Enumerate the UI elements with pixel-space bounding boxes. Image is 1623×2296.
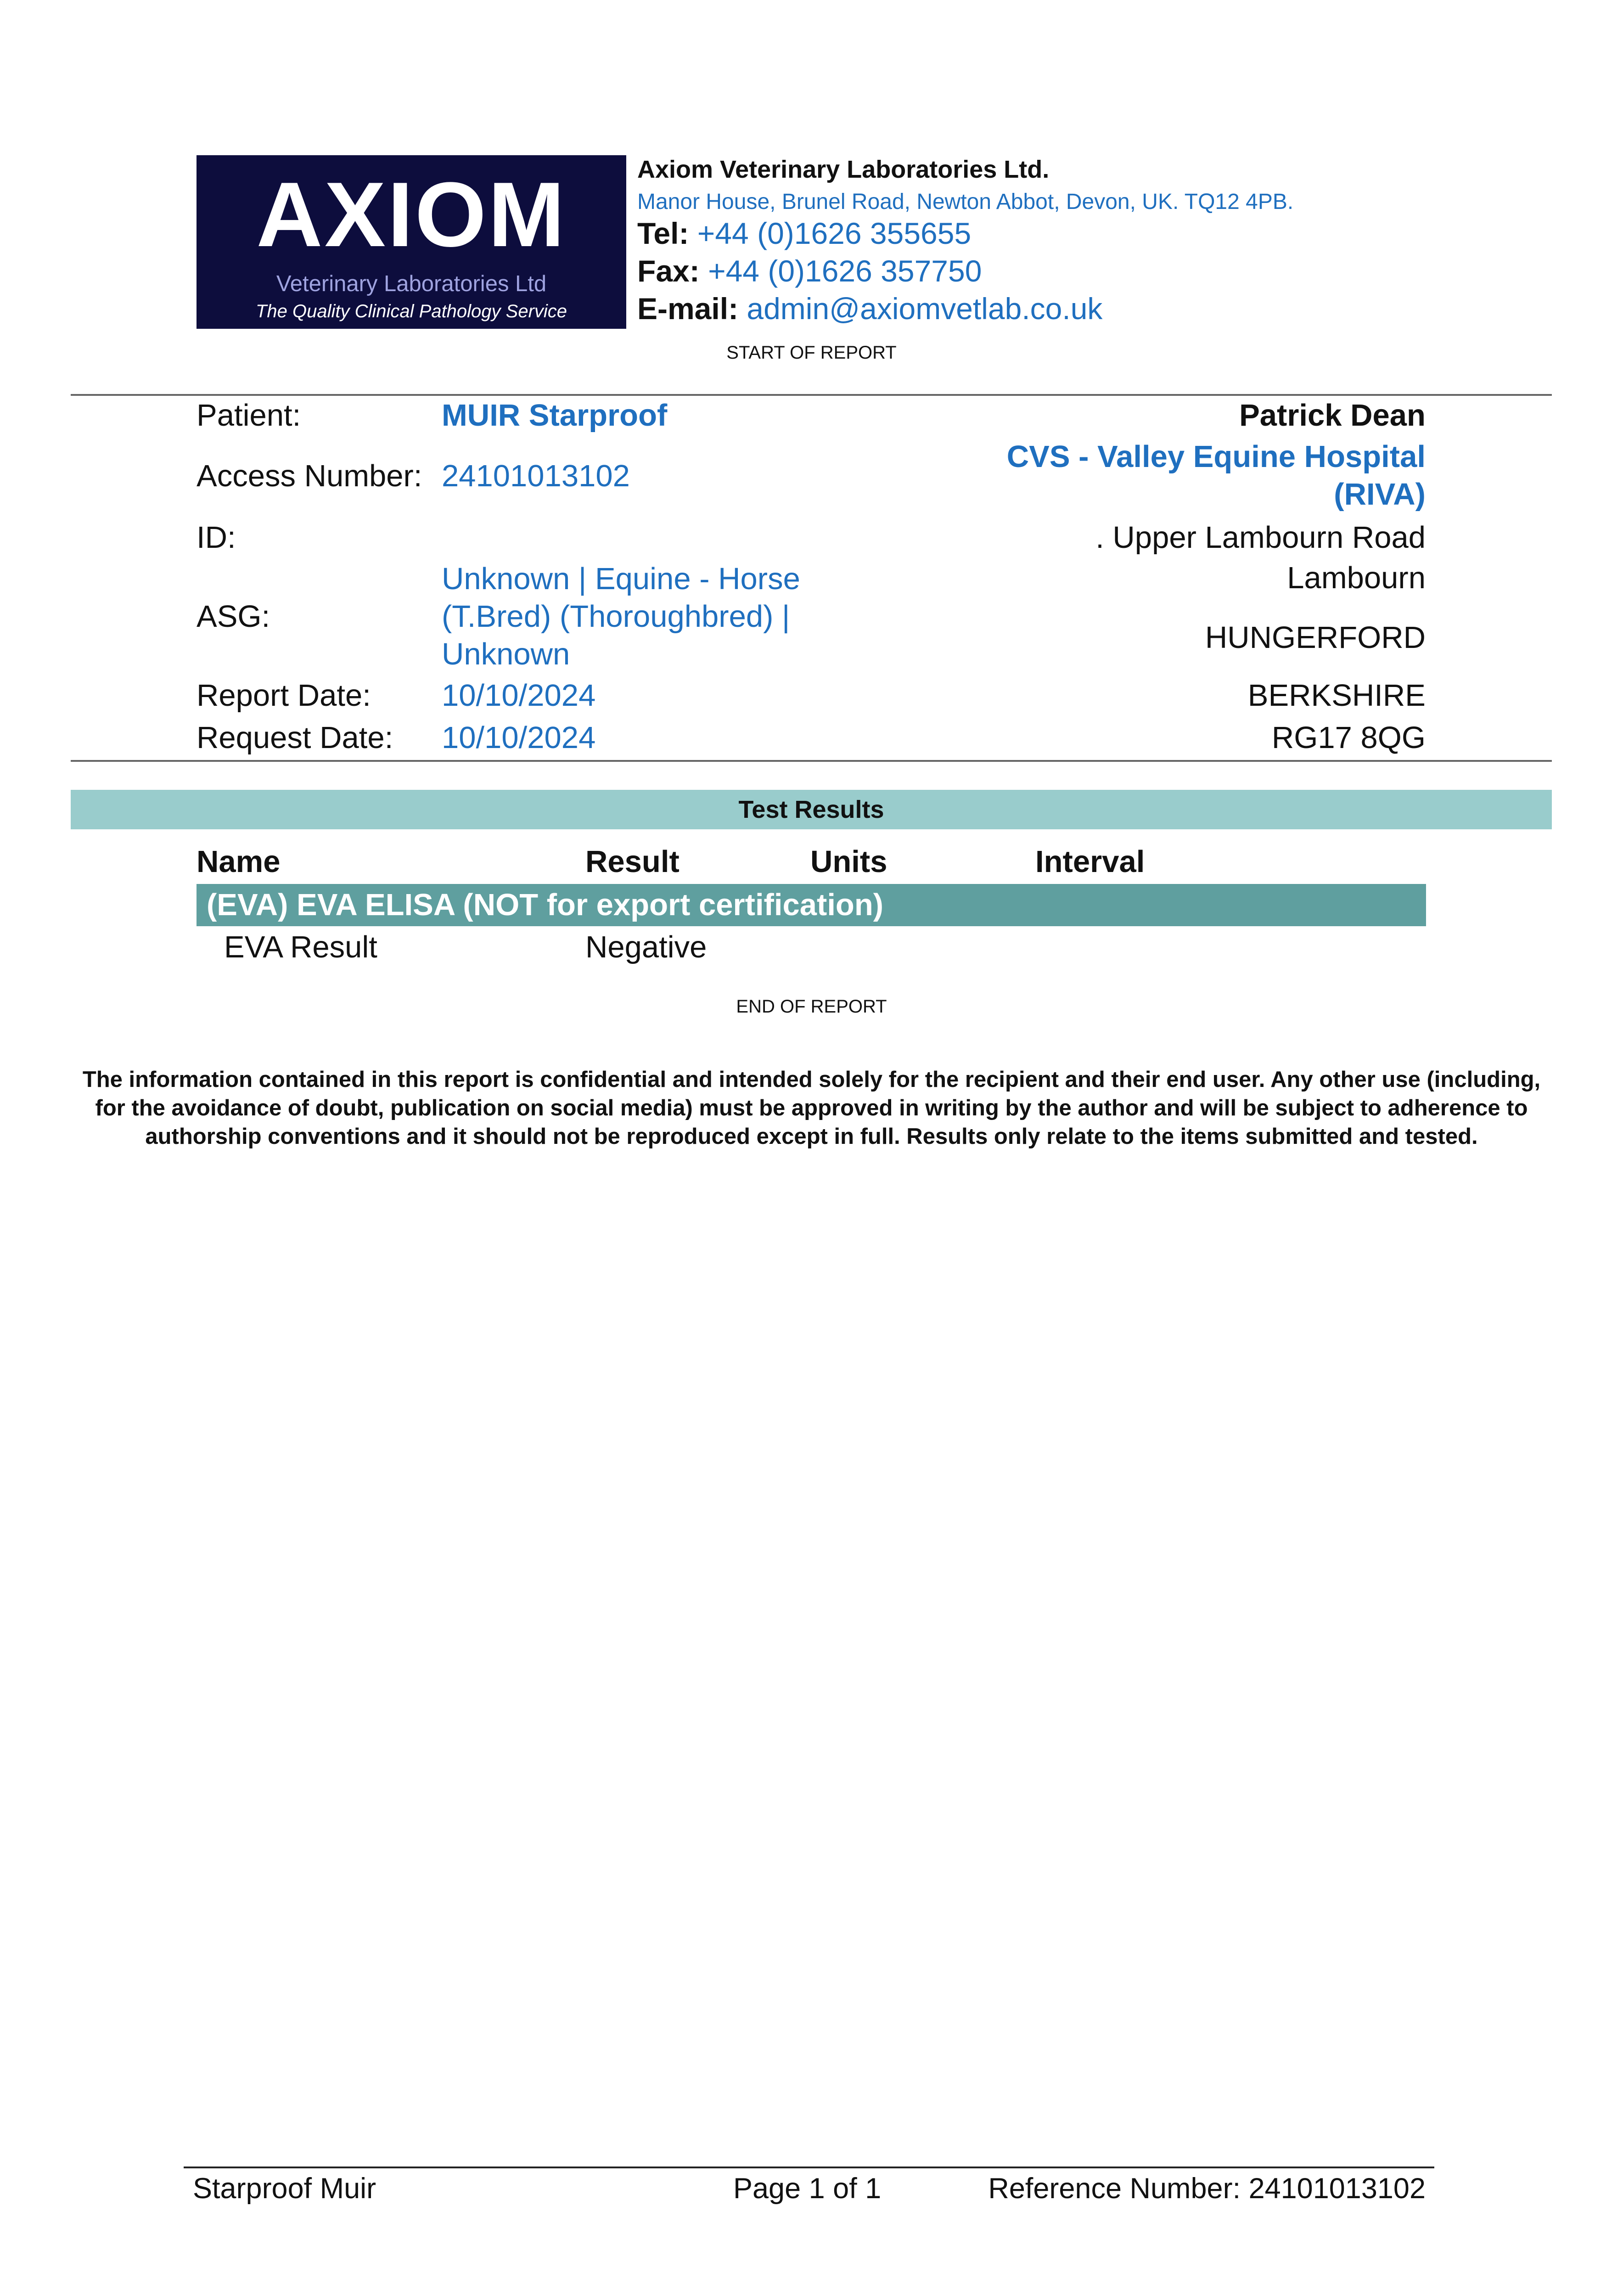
- column-header-interval: Interval: [1035, 844, 1145, 879]
- email-label: E-mail:: [637, 292, 739, 326]
- lab-name: Axiom Veterinary Laboratories Ltd.: [637, 156, 1050, 183]
- vet-address-line2: Lambourn: [1287, 561, 1426, 595]
- clinic-name: [1007, 438, 1426, 513]
- result-row-name: EVA Result: [224, 930, 377, 964]
- result-row-value: Negative: [585, 930, 707, 964]
- footer-patient-name: Starproof Muir: [193, 2172, 376, 2205]
- lab-logo: [197, 155, 626, 329]
- vet-name: Patrick Dean: [1239, 398, 1426, 433]
- vet-county: BERKSHIRE: [1247, 678, 1426, 713]
- vet-town: HUNGERFORD: [1205, 620, 1426, 655]
- fax-label: Fax:: [637, 254, 700, 288]
- start-of-report: START OF REPORT: [726, 343, 897, 363]
- request-date-label: Request Date:: [197, 720, 393, 755]
- report-date-label: Report Date:: [197, 678, 371, 713]
- clinic-name-line1: CVS - Valley Equine Hospital: [1006, 439, 1426, 474]
- access-number-label: Access Number:: [197, 459, 422, 493]
- fax-value: +44 (0)1626 357750: [708, 254, 982, 288]
- request-date: 10/10/2024: [442, 720, 596, 755]
- column-header-result: Result: [585, 844, 680, 879]
- lab-telephone: [637, 216, 971, 251]
- footer-reference-number: Reference Number: 24101013102: [988, 2172, 1426, 2205]
- footer-page-number: Page 1 of 1: [733, 2172, 882, 2205]
- confidentiality-disclaimer: The information contained in this report is confidential and intended solely for the recipient and their end user. Any other use (including, for the avoidance of doubt, publication on social media) must be approved in writing by the author and will be subject to adherence to authorship conventions and it should not be reproduced except in full. Results only relate to the items submitted and tested.: [82, 1067, 1541, 1149]
- test-group-header: (EVA) EVA ELISA (NOT for export certification): [197, 884, 1426, 926]
- results-title-bar: Test Results: [71, 790, 1552, 829]
- vet-postcode: RG17 8QG: [1271, 720, 1426, 755]
- clinic-name-line2: (RIVA): [1334, 477, 1426, 512]
- lab-email: [637, 291, 1102, 326]
- tel-label: Tel:: [637, 216, 689, 250]
- patient-label: Patient:: [197, 398, 301, 433]
- email-link[interactable]: admin@axiomvetlab.co.uk: [747, 292, 1103, 326]
- divider-bottom: [71, 760, 1552, 762]
- asg-value: Unknown | Equine - Horse (T.Bred) (Thoroughbred) | Unknown: [442, 562, 800, 671]
- lab-address: Manor House, Brunel Road, Newton Abbot, Devon, UK. TQ12 4PB.: [637, 190, 1294, 214]
- tel-value: +44 (0)1626 355655: [697, 216, 972, 250]
- lab-fax: [637, 253, 982, 288]
- logo-wordmark: AXIOM: [256, 163, 567, 266]
- report-date: 10/10/2024: [442, 678, 596, 713]
- end-of-report: END OF REPORT: [736, 996, 887, 1017]
- column-header-units: Units: [810, 844, 887, 879]
- logo-tagline: The Quality Clinical Pathology Service: [255, 301, 567, 321]
- asg-label: ASG:: [197, 599, 270, 634]
- footer-rule: [184, 2167, 1434, 2168]
- vet-address-line1: . Upper Lambourn Road: [1095, 520, 1426, 555]
- access-number: 24101013102: [442, 459, 630, 493]
- divider-top: [71, 394, 1552, 396]
- logo-subtitle: Veterinary Laboratories Ltd: [276, 271, 547, 296]
- id-label: ID:: [197, 520, 236, 555]
- patient-name: MUIR Starproof: [442, 398, 668, 433]
- column-header-name: Name: [197, 844, 281, 879]
